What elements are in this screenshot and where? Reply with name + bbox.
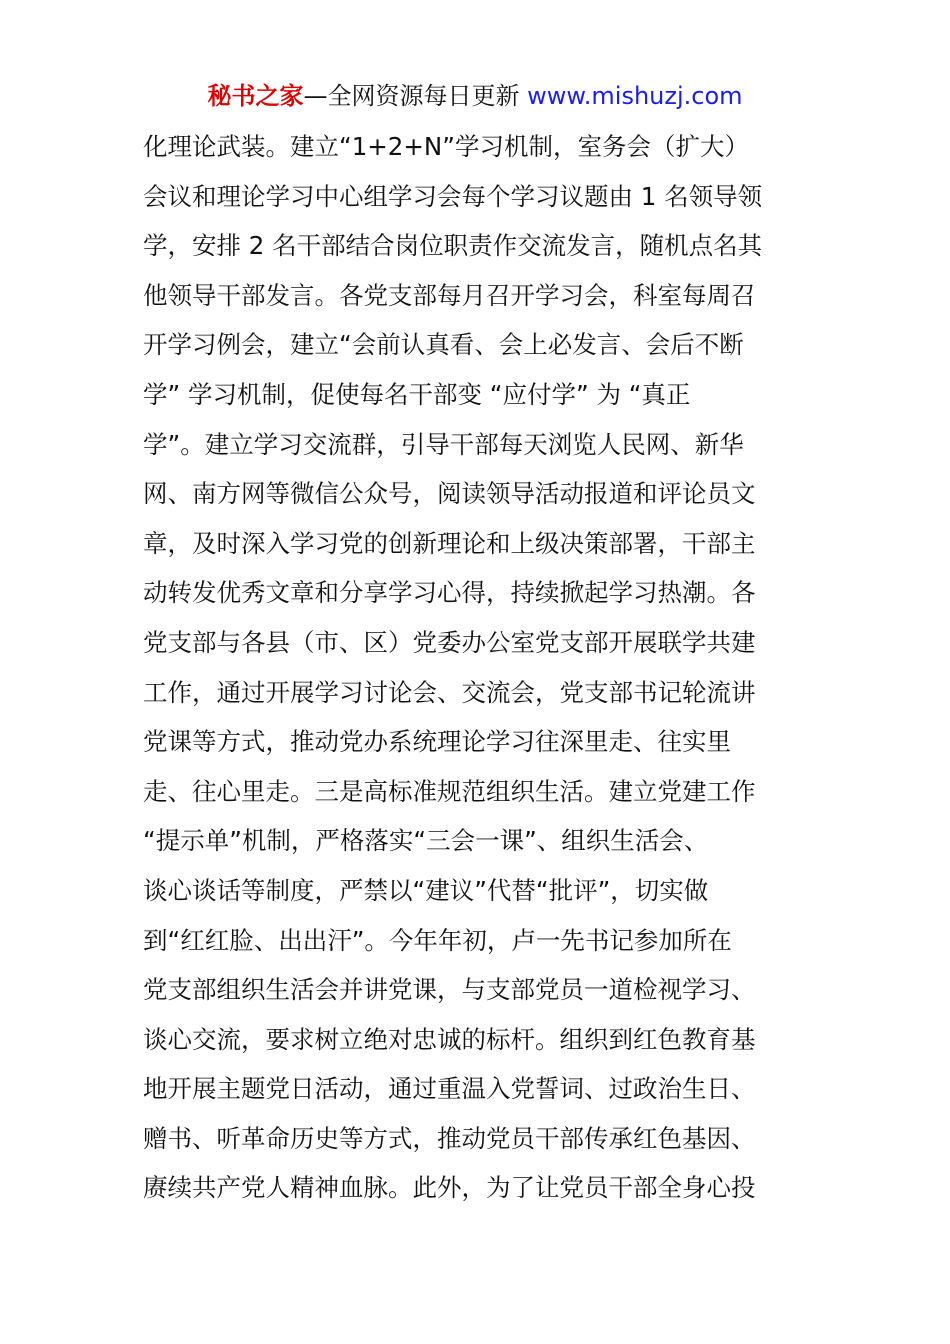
text-line: 化理论武装。建立“1+2+N”学习机制，室务会（扩大） <box>143 132 749 161</box>
text-line: 会议和理论学习中心组学习会每个学习议题由 1 名领导领 <box>143 181 763 211</box>
text-line: 章，及时深入学习党的创新理论和上级决策部署，干部主 <box>143 528 756 558</box>
text-line: 学，安排 2 名干部结合岗位职责作交流发言，随机点名其 <box>143 231 763 261</box>
text-line: 谈心谈话等制度，严禁以“建议”代替“批评”，切实做 <box>143 875 709 905</box>
text-line: “提示单”机制，严格落实“三会一课”、组织生活会、 <box>143 826 709 856</box>
text-line: 动转发优秀文章和分享学习心得，持续掀起学习热潮。各 <box>143 578 756 608</box>
text-line: 地开展主题党日活动，通过重温入党誓词、过政治生日、 <box>143 1074 756 1104</box>
text-line: 赓续共产党人精神血脉。此外，为了让党员干部全身心投 <box>143 1173 756 1203</box>
brand-name: 秘书之家 <box>207 82 304 110</box>
text-line: 赠书、听革命历史等方式，推动党员干部传承红色基因、 <box>143 1123 756 1153</box>
text-line: 学” 学习机制，促使每名干部变 “应付学” 为 “真正 <box>143 379 691 409</box>
document-body <box>143 122 823 1213</box>
text-line: 工作，通过开展学习讨论会、交流会，党支部书记轮流讲 <box>143 677 756 707</box>
text-line: 党课等方式，推动党办系统理论学习往深里走、往实里 <box>143 727 731 757</box>
text-line: 网、南方网等微信公众号，阅读领导活动报道和评论员文 <box>143 479 756 509</box>
header-tagline: —全网资源每日更新 <box>303 82 528 110</box>
text-line: 他领导干部发言。各党支部每月召开学习会，科室每周召 <box>143 280 756 310</box>
text-line: 党支部与各县（市、区）党委办公室党支部开展联学共建 <box>143 627 756 657</box>
website-link[interactable]: www.mishuzj.com <box>527 82 743 110</box>
text-line: 开学习例会，建立“会前认真看、会上必发言、会后不断 <box>143 330 744 360</box>
text-line: 走、往心里走。三是高标准规范组织生活。建立党建工作 <box>143 776 756 806</box>
text-line: 学”。建立学习交流群，引导干部每天浏览人民网、新华 <box>143 429 744 459</box>
text-line: 党支部组织生活会并讲党课，与支部党员一道检视学习、 <box>143 975 756 1005</box>
page-header <box>0 80 950 112</box>
text-line: 到“红红脸、出出汗”。今年年初，卢一先书记参加所在 <box>143 925 732 955</box>
text-line: 谈心交流，要求树立绝对忠诚的标杆。组织到红色教育基 <box>143 1024 756 1054</box>
